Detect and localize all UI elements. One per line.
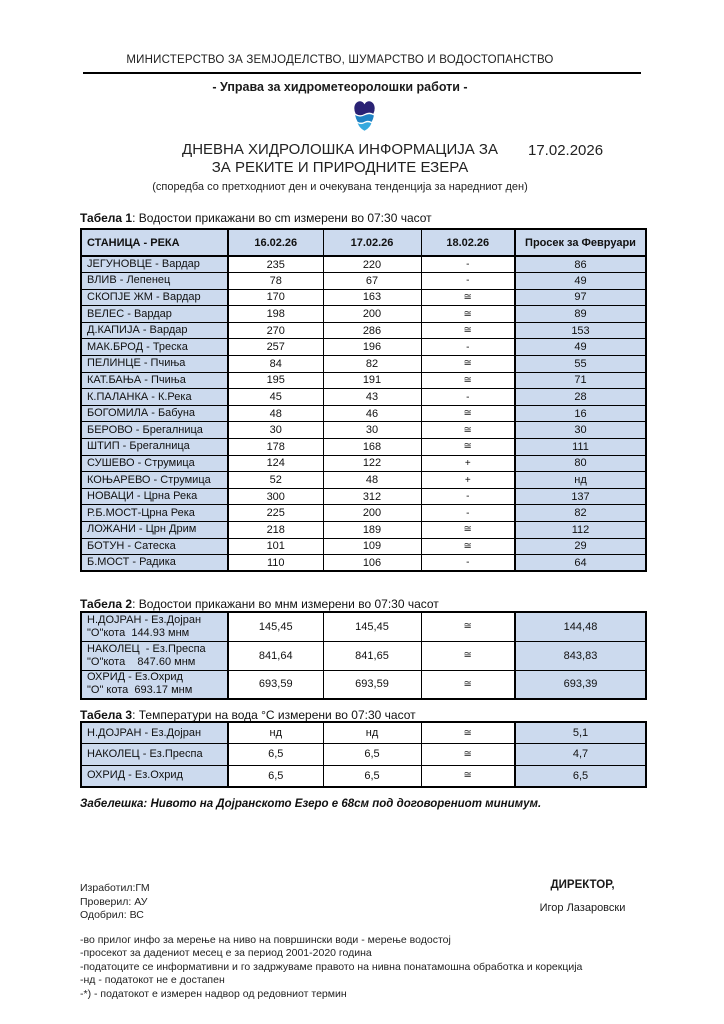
- table-row: [81, 488, 646, 505]
- level-prev-cell: 101: [228, 538, 323, 555]
- station-cell: ЛОЖАНИ - Црн Дрим: [81, 522, 228, 539]
- level-prev-cell: 693,59: [228, 670, 323, 699]
- level-current-cell: 145,45: [323, 612, 421, 641]
- station-column-header: СТАНИЦА - РЕКА: [81, 229, 228, 256]
- average-cell: 97: [515, 289, 646, 306]
- average-cell: 111: [515, 439, 646, 456]
- date2-column-header: 17.02.26: [323, 229, 421, 256]
- table-row: [81, 389, 646, 406]
- level-prev-cell: 195: [228, 372, 323, 389]
- level-prev-cell: нд: [228, 722, 323, 744]
- water-levels-cm-table: [80, 228, 647, 572]
- footnote: -податоците се информативни и го задржуваме правото на нивна понатамошна обработка и корекција: [80, 960, 583, 973]
- table2-label: [80, 597, 439, 611]
- trend-cell: ≅: [421, 744, 515, 766]
- average-cell: 89: [515, 306, 646, 323]
- hydromet-waves-logo-icon: [352, 98, 377, 135]
- level-prev-cell: 170: [228, 289, 323, 306]
- station-cell: Д.КАПИЈА - Вардар: [81, 322, 228, 339]
- average-cell: 16: [515, 405, 646, 422]
- station-cell: НАКОЛЕЦ - Ез.Преспа: [81, 744, 228, 766]
- average-cell: 137: [515, 488, 646, 505]
- trend-cell: +: [421, 472, 515, 489]
- average-cell: 112: [515, 522, 646, 539]
- lake-levels-mnm-table: [80, 611, 647, 700]
- level-prev-cell: 52: [228, 472, 323, 489]
- level-current-cell: 168: [323, 439, 421, 456]
- table-row: [81, 289, 646, 306]
- station-cell: ШТИП - Брегалница: [81, 439, 228, 456]
- station-cell: СУШЕВО - Струмица: [81, 455, 228, 472]
- level-prev-cell: 145,45: [228, 612, 323, 641]
- level-current-cell: 200: [323, 306, 421, 323]
- station-cell: Б.МОСТ - Радика: [81, 555, 228, 572]
- note-text: Забелешка: Нивото на Дојранското Езеро е 68см под договорениот минимум.: [80, 798, 542, 810]
- average-cell: 49: [515, 273, 646, 290]
- level-prev-cell: 300: [228, 488, 323, 505]
- average-cell: 144,48: [515, 612, 646, 641]
- average-cell: 80: [515, 455, 646, 472]
- average-cell: 82: [515, 505, 646, 522]
- level-prev-cell: 198: [228, 306, 323, 323]
- level-prev-cell: 48: [228, 405, 323, 422]
- table-row: [81, 538, 646, 555]
- average-cell: 5,1: [515, 722, 646, 744]
- table-row: [81, 306, 646, 323]
- table-row: [81, 765, 646, 787]
- footnote: -нд - податокот не е достапен: [80, 974, 225, 987]
- director-title: ДИРЕКТОР,: [550, 879, 615, 891]
- level-prev-cell: 270: [228, 322, 323, 339]
- trend-cell: ≅: [421, 670, 515, 699]
- trend-cell: -: [421, 389, 515, 406]
- table2-label-text: : Водостои прикажани во мнм измерени во 07:30 часот: [132, 597, 439, 611]
- level-current-cell: 200: [323, 505, 421, 522]
- level-current-cell: 122: [323, 455, 421, 472]
- report-date: 17.02.2026: [528, 142, 604, 159]
- trend-cell: -: [421, 488, 515, 505]
- station-cell: ЈЕГУНОВЦЕ - Вардар: [81, 256, 228, 273]
- report-title: [80, 141, 604, 176]
- ministry-title: МИНИСТЕРСТВО ЗА ЗЕМЈОДЕЛСТВО, ШУМАРСТВО И ВОДОСТОПАНСТВО: [126, 54, 554, 66]
- level-current-cell: 67: [323, 273, 421, 290]
- trend-cell: -: [421, 339, 515, 356]
- station-cell: БЕРОВО - Брегалница: [81, 422, 228, 439]
- average-cell: нд: [515, 472, 646, 489]
- level-current-cell: 109: [323, 538, 421, 555]
- average-cell: 693,39: [515, 670, 646, 699]
- date1-column-header: 16.02.26: [228, 229, 323, 256]
- average-cell: 49: [515, 339, 646, 356]
- level-prev-cell: 225: [228, 505, 323, 522]
- table1-label-text: : Водостои прикажани во cm измерени во 07:30 часот: [132, 211, 432, 225]
- station-cell: Н.ДОЈРАН - Ез.Дојран: [81, 722, 228, 744]
- table-row: [81, 472, 646, 489]
- table-row: [81, 722, 646, 744]
- level-prev-cell: 45: [228, 389, 323, 406]
- level-current-cell: 163: [323, 289, 421, 306]
- level-prev-cell: 178: [228, 439, 323, 456]
- page-content: [80, 0, 645, 1024]
- water-temperature-table: [80, 721, 647, 788]
- trend-cell: ≅: [421, 306, 515, 323]
- table-row: [81, 505, 646, 522]
- table-row: [81, 522, 646, 539]
- station-cell: НАКОЛЕЦ - Ез.Преспа "О"кота 847.60 мнм: [81, 641, 228, 670]
- table-row: [81, 439, 646, 456]
- footnote: -*) - податокот е измерен надвор од редовниот термин: [80, 987, 347, 1000]
- station-cell: СКОПЈЕ ЖМ - Вардар: [81, 289, 228, 306]
- table1-label-number: Табела 1: [80, 211, 133, 225]
- average-cell: 4,7: [515, 744, 646, 766]
- level-prev-cell: 78: [228, 273, 323, 290]
- trend-cell: ≅: [421, 641, 515, 670]
- average-cell: 843,83: [515, 641, 646, 670]
- station-cell: ВЕЛЕС - Вардар: [81, 306, 228, 323]
- level-prev-cell: 6,5: [228, 765, 323, 787]
- signature-block: [80, 882, 150, 923]
- trend-cell: ≅: [421, 322, 515, 339]
- report-title-line1: ДНЕВНА ХИДРОЛОШКА ИНФОРМАЦИЈА ЗА: [182, 141, 498, 158]
- trend-cell: ≅: [421, 356, 515, 373]
- average-cell: 6,5: [515, 765, 646, 787]
- table3-label-number: Табела 3: [80, 708, 133, 722]
- table3-label-text: : Температури на вода °C измерени во 07:30 часот: [132, 708, 416, 722]
- level-current-cell: 6,5: [323, 765, 421, 787]
- level-prev-cell: 84: [228, 356, 323, 373]
- table-row: [81, 256, 646, 273]
- footnotes-block: [80, 934, 582, 1001]
- station-cell: КАТ.БАЊА - Пчиња: [81, 372, 228, 389]
- table1-header-row: [81, 229, 646, 256]
- level-prev-cell: 6,5: [228, 744, 323, 766]
- table-row: [81, 612, 646, 641]
- trend-cell: -: [421, 555, 515, 572]
- level-current-cell: 46: [323, 405, 421, 422]
- level-current-cell: 6,5: [323, 744, 421, 766]
- table-row: [81, 339, 646, 356]
- director-name: Игор Лазаровски: [539, 902, 626, 914]
- footnote: -просекот за дадениот месец е за период 2001-2020 година: [80, 947, 372, 960]
- trend-cell: ≅: [421, 289, 515, 306]
- average-cell: 30: [515, 422, 646, 439]
- table-row: [81, 273, 646, 290]
- trend-cell: -: [421, 505, 515, 522]
- table-row: [81, 422, 646, 439]
- table-row: [81, 641, 646, 670]
- table-row: [81, 670, 646, 699]
- trend-cell: ≅: [421, 405, 515, 422]
- date3-column-header: 18.02.26: [421, 229, 515, 256]
- footnote: -во прилог инфо за мерење на ниво на површински води - мерење водостој: [80, 934, 451, 946]
- level-current-cell: 48: [323, 472, 421, 489]
- station-cell: ОХРИД - Ез.Охрид "О" кота 693.17 мнм: [81, 670, 228, 699]
- trend-cell: ≅: [421, 538, 515, 555]
- table-row: [81, 372, 646, 389]
- station-cell: ВЛИВ - Лепенец: [81, 273, 228, 290]
- report-subtitle: (споредба со претходниот ден и очекувана тенденција за наредниот ден): [152, 181, 528, 193]
- station-cell: НОВАЦИ - Црна Река: [81, 488, 228, 505]
- level-prev-cell: 841,64: [228, 641, 323, 670]
- level-current-cell: 191: [323, 372, 421, 389]
- table-row: [81, 555, 646, 572]
- table3-label: [80, 708, 416, 722]
- average-cell: 29: [515, 538, 646, 555]
- trend-cell: ≅: [421, 439, 515, 456]
- station-cell: ОХРИД - Ез.Охрид: [81, 765, 228, 787]
- level-current-cell: 106: [323, 555, 421, 572]
- station-cell: БОГОМИЛА - Бабуна: [81, 405, 228, 422]
- average-cell: 153: [515, 322, 646, 339]
- level-current-cell: 189: [323, 522, 421, 539]
- average-cell: 64: [515, 555, 646, 572]
- level-current-cell: 312: [323, 488, 421, 505]
- station-cell: Р.Б.МОСТ-Црна Река: [81, 505, 228, 522]
- station-cell: КОЊАРЕВО - Струмица: [81, 472, 228, 489]
- level-prev-cell: 110: [228, 555, 323, 572]
- report-title-line2: ЗА РЕКИТЕ И ПРИРОДНИТЕ ЕЗЕРА: [211, 158, 469, 176]
- table2-label-number: Табела 2: [80, 597, 133, 611]
- average-cell: 55: [515, 356, 646, 373]
- station-cell: К.ПАЛАНКА - К.Река: [81, 389, 228, 406]
- level-current-cell: 82: [323, 356, 421, 373]
- level-prev-cell: 235: [228, 256, 323, 273]
- level-prev-cell: 257: [228, 339, 323, 356]
- station-cell: Н.ДОЈРАН - Ез.Дојран "О"кота 144.93 мнм: [81, 612, 228, 641]
- department-title: - Управа за хидрометеоролошки работи -: [212, 80, 468, 94]
- level-current-cell: 196: [323, 339, 421, 356]
- station-cell: ПЕЛИНЦЕ - Пчиња: [81, 356, 228, 373]
- prepared-by: Изработил:ГМ: [80, 882, 150, 894]
- level-prev-cell: 30: [228, 422, 323, 439]
- average-cell: 86: [515, 256, 646, 273]
- level-prev-cell: 218: [228, 522, 323, 539]
- table-row: [81, 744, 646, 766]
- trend-cell: ≅: [421, 422, 515, 439]
- table1-label: [80, 211, 432, 225]
- level-current-cell: 286: [323, 322, 421, 339]
- table-row: [81, 455, 646, 472]
- level-current-cell: 841,65: [323, 641, 421, 670]
- trend-cell: ≅: [421, 612, 515, 641]
- station-cell: МАК.БРОД - Треска: [81, 339, 228, 356]
- average-cell: 28: [515, 389, 646, 406]
- trend-cell: -: [421, 273, 515, 290]
- table-row: [81, 356, 646, 373]
- director-block: [500, 879, 665, 914]
- trend-cell: -: [421, 256, 515, 273]
- level-current-cell: 30: [323, 422, 421, 439]
- trend-cell: ≅: [421, 522, 515, 539]
- level-current-cell: 220: [323, 256, 421, 273]
- header-divider: [83, 72, 641, 74]
- level-current-cell: 693,59: [323, 670, 421, 699]
- average-column-header: Просек за Февруари: [515, 229, 646, 256]
- level-prev-cell: 124: [228, 455, 323, 472]
- trend-cell: +: [421, 455, 515, 472]
- checked-by: Проверил: АУ: [80, 895, 148, 908]
- approved-by: Одобрил: ВС: [80, 909, 144, 921]
- level-current-cell: 43: [323, 389, 421, 406]
- trend-cell: ≅: [421, 722, 515, 744]
- trend-cell: ≅: [421, 372, 515, 389]
- level-current-cell: нд: [323, 722, 421, 744]
- trend-cell: ≅: [421, 765, 515, 787]
- station-cell: БОТУН - Сатеска: [81, 538, 228, 555]
- table-row: [81, 322, 646, 339]
- table-row: [81, 405, 646, 422]
- average-cell: 71: [515, 372, 646, 389]
